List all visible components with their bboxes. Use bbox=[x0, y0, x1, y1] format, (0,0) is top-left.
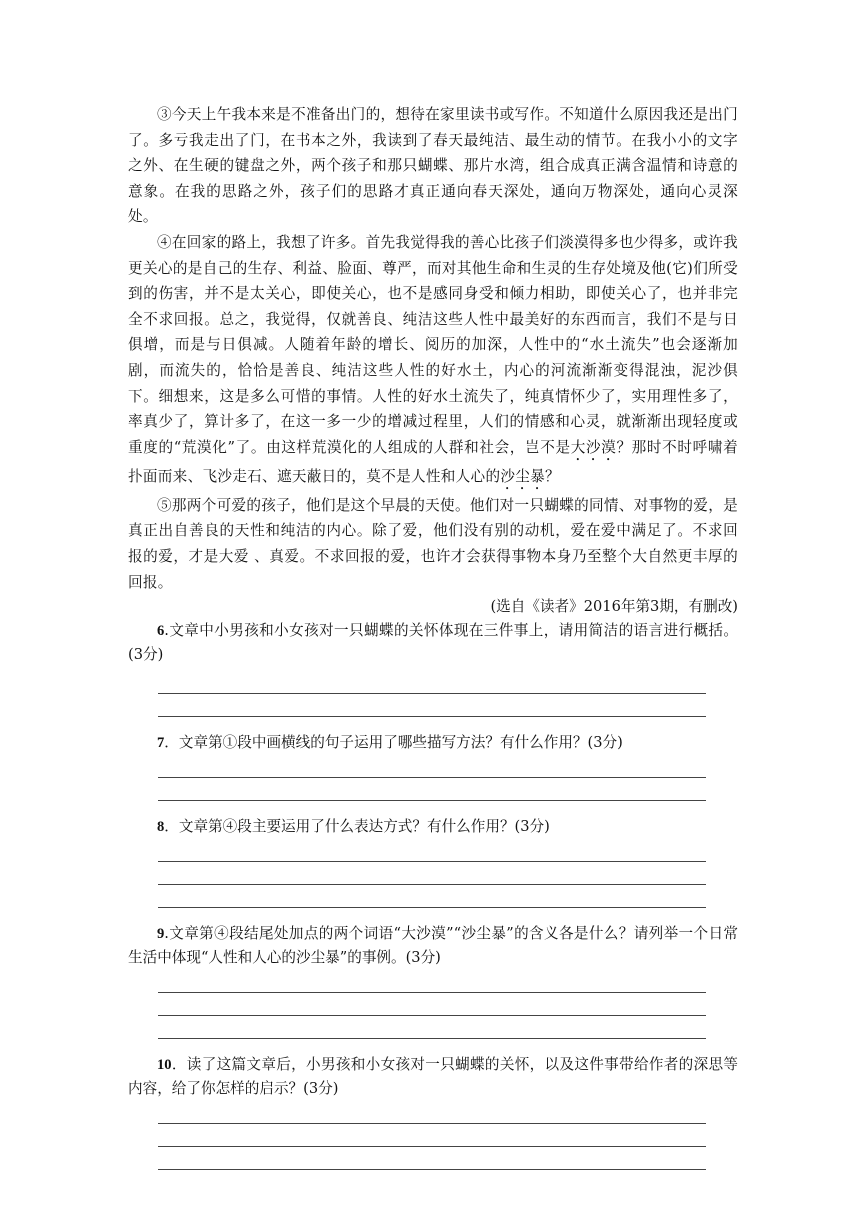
question-10-body: ．读了这篇文章后，小男孩和小女孩对一只蝴蝶的关怀，以及这件事带给作者的深思等内容，给了你怎样的启示？(3分) bbox=[128, 1056, 738, 1098]
answer-line[interactable] bbox=[158, 1124, 706, 1147]
source-citation: (选自《读者》2016年第3期，有删改) bbox=[490, 598, 738, 616]
question-9-number: 9 bbox=[157, 926, 165, 943]
question-6-number: 6 bbox=[157, 623, 165, 640]
paragraph-4-text-a: ④在回家的路上，我想了许多。首先我觉得我的善心比孩子们淡漠得多也少得多，或许我更关心的是自己的生存、利益、脸面、尊严，而对其他生命和生灵的生存处境及他(它)们所受到的伤害，并不是太关心，即使关心，也不是感同身受和倾力相助，即使关心了，也并非完全不求回报。总之，我觉得，仅就善良、纯洁这些人性中最美好的东西而言，我们不是与日俱增，而是与日俱减。人随着年龄的增长、阅历的加深，人性中的“水土流失”也会逐渐加剧，而流失的，恰恰是善良、纯洁这些人性的好水土，内心的河流渐渐变得混浊，泥沙俱下。细想来，这是多么可惜的事情。人性的好水土流失了，纯真情怀少了，实用理性多了，率真少了，算计多了，在这一多一少的增减过程里，人们的情感和心灵，就渐渐出现轻度或重度的“荒漠化”了。由这样荒漠化的人组成的人群和社会，岂不是 bbox=[128, 233, 738, 456]
question-10-number: 10 bbox=[157, 1057, 172, 1074]
paragraph-4 bbox=[128, 230, 738, 493]
answer-line[interactable] bbox=[158, 993, 706, 1016]
question-9-body: .文章第④段结尾处加点的两个词语“大沙漠”“沙尘暴”的含义各是什么？请列举一个日常生活中体现“人性和人心的沙尘暴”的事例。(3分) bbox=[128, 925, 738, 967]
answer-line[interactable] bbox=[158, 778, 706, 801]
paragraph-4-text-b: ？那时不时呼啸着扑面而来、飞沙走石、遮天蔽日的，莫不是人性和人心的 bbox=[128, 438, 738, 485]
question-6-body: .文章中小男孩和小女孩对一只蝴蝶的关怀体现在三件事上，请用简洁的语言进行概括。(3分) bbox=[128, 622, 738, 664]
answer-line[interactable] bbox=[158, 671, 706, 694]
answer-line[interactable] bbox=[158, 1101, 706, 1124]
question-6 bbox=[128, 619, 738, 717]
question-9-text bbox=[128, 922, 738, 970]
question-7-body: ．文章第①段中画横线的句子运用了哪些描写方法？有什么作用？(3分) bbox=[164, 734, 623, 752]
answer-line[interactable] bbox=[158, 1147, 706, 1170]
question-7 bbox=[128, 731, 738, 801]
question-10 bbox=[128, 1053, 738, 1170]
dotted-word-desert: 大沙漠 bbox=[570, 438, 617, 456]
answer-line[interactable] bbox=[158, 862, 706, 885]
question-8-body: ．文章第④段主要运用了什么表达方式？有什么作用？(3分) bbox=[164, 818, 550, 836]
question-8-text bbox=[128, 815, 738, 839]
answer-line[interactable] bbox=[158, 970, 706, 993]
question-9 bbox=[128, 922, 738, 1039]
answer-line[interactable] bbox=[158, 1016, 706, 1039]
question-7-text bbox=[128, 731, 738, 755]
question-8-number: 8 bbox=[157, 819, 165, 836]
paragraph-4-text-c: ？ bbox=[545, 467, 560, 485]
answer-line[interactable] bbox=[158, 839, 706, 862]
answer-line[interactable] bbox=[158, 755, 706, 778]
dotted-word-sandstorm: 沙尘暴 bbox=[500, 467, 546, 485]
paragraph-3: ③今天上午我本来是不准备出门的，想待在家里读书或写作。不知道什么原因我还是出门了。多亏我走出了门，在书本之外，我读到了春天最纯洁、最生动的情节。在我小小的文字之外、在生硬的键盘之外，两个孩子和那只蝴蝶、那片水湾，组合成真正满含温情和诗意的意象。在我的思路之外，孩子们的思路才真正通向春天深处，通向万物深处，通向心灵深处。 bbox=[128, 106, 738, 226]
question-10-text bbox=[128, 1053, 738, 1101]
answer-line[interactable] bbox=[158, 885, 706, 908]
question-7-number: 7 bbox=[157, 735, 165, 752]
paragraph-5: ⑤那两个可爱的孩子，他们是这个早晨的天使。他们对一只蝴蝶的同情、对事物的爱，是真正出自善良的天性和纯洁的内心。除了爱，他们没有别的动机，爱在爱中满足了。不求回报的爱，才是大爱 、真爱。不求回报的爱，也许才会获得事物本身乃至整个大自然更丰厚的回报。 bbox=[128, 496, 738, 591]
question-6-text bbox=[128, 619, 738, 667]
question-8 bbox=[128, 815, 738, 908]
answer-line[interactable] bbox=[158, 694, 706, 717]
